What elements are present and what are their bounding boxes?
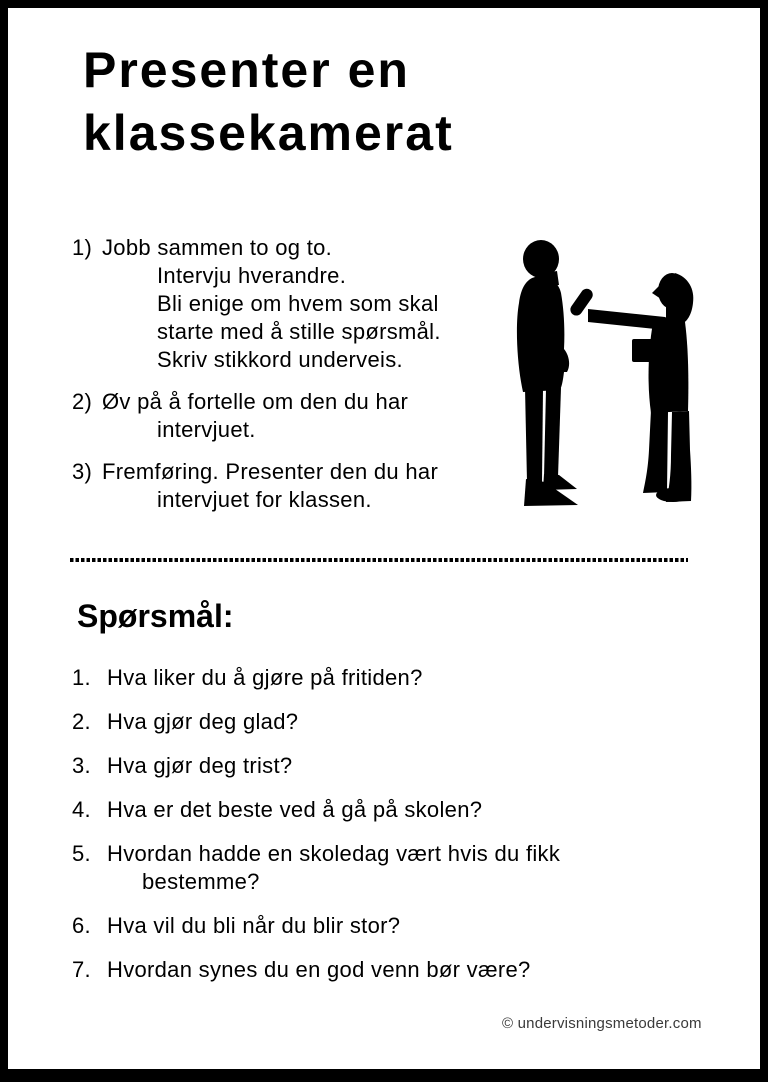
question-number: 5. bbox=[72, 841, 91, 866]
question-number: 4. bbox=[72, 797, 91, 822]
question-item bbox=[72, 840, 712, 896]
instruction-number: 1) bbox=[72, 235, 93, 260]
instruction-item bbox=[72, 388, 532, 444]
instruction-number: 2) bbox=[72, 389, 93, 414]
instruction-line: Fremføring. Presenter den du har bbox=[102, 459, 439, 484]
instruction-line: Øv på å fortelle om den du har bbox=[102, 389, 409, 414]
questions-list bbox=[72, 664, 712, 1000]
instruction-line: intervjuet. bbox=[157, 417, 256, 442]
page-title-line2: klassekamerat bbox=[83, 105, 454, 161]
question-item bbox=[72, 912, 712, 940]
question-item bbox=[72, 956, 712, 984]
question-number: 1. bbox=[72, 665, 91, 690]
question-line: Hva gjør deg glad? bbox=[107, 709, 299, 734]
instruction-line: Intervju hverandre. bbox=[157, 263, 347, 288]
question-line: Hvordan hadde en skoledag vært hvis du fikk bbox=[107, 841, 561, 866]
instruction-line: starte med å stille spørsmål. bbox=[157, 319, 441, 344]
instruction-line: Skriv stikkord underveis. bbox=[157, 347, 403, 372]
question-line: Hva gjør deg trist? bbox=[107, 753, 293, 778]
question-number: 2. bbox=[72, 709, 91, 734]
instruction-number: 3) bbox=[72, 459, 93, 484]
question-line: Hva er det beste ved å gå på skolen? bbox=[107, 797, 483, 822]
question-line: Hva vil du bli når du blir stor? bbox=[107, 913, 401, 938]
instruction-line: Bli enige om hvem som skal bbox=[157, 291, 439, 316]
question-number: 3. bbox=[72, 753, 91, 778]
question-item bbox=[72, 796, 712, 824]
question-item bbox=[72, 752, 712, 780]
instruction-line: intervjuet for klassen. bbox=[157, 487, 372, 512]
interview-silhouette-illustration bbox=[495, 225, 725, 515]
question-line: Hvordan synes du en god venn bør være? bbox=[107, 957, 531, 982]
footer-credit: © undervisningsmetoder.com bbox=[502, 1015, 702, 1032]
question-line: bestemme? bbox=[142, 869, 260, 894]
question-line: Hva liker du å gjøre på fritiden? bbox=[107, 665, 423, 690]
question-number: 7. bbox=[72, 957, 91, 982]
page-title bbox=[83, 39, 454, 165]
questions-heading: Spørsmål: bbox=[77, 598, 234, 634]
question-number: 6. bbox=[72, 913, 91, 938]
instruction-line: Jobb sammen to og to. bbox=[102, 235, 333, 260]
question-item bbox=[72, 708, 712, 736]
page-title-line1: Presenter en bbox=[83, 42, 410, 98]
instruction-item bbox=[72, 234, 532, 374]
question-item bbox=[72, 664, 712, 692]
instruction-item bbox=[72, 458, 532, 514]
instructions-list bbox=[72, 234, 532, 528]
dotted-divider bbox=[70, 558, 688, 562]
